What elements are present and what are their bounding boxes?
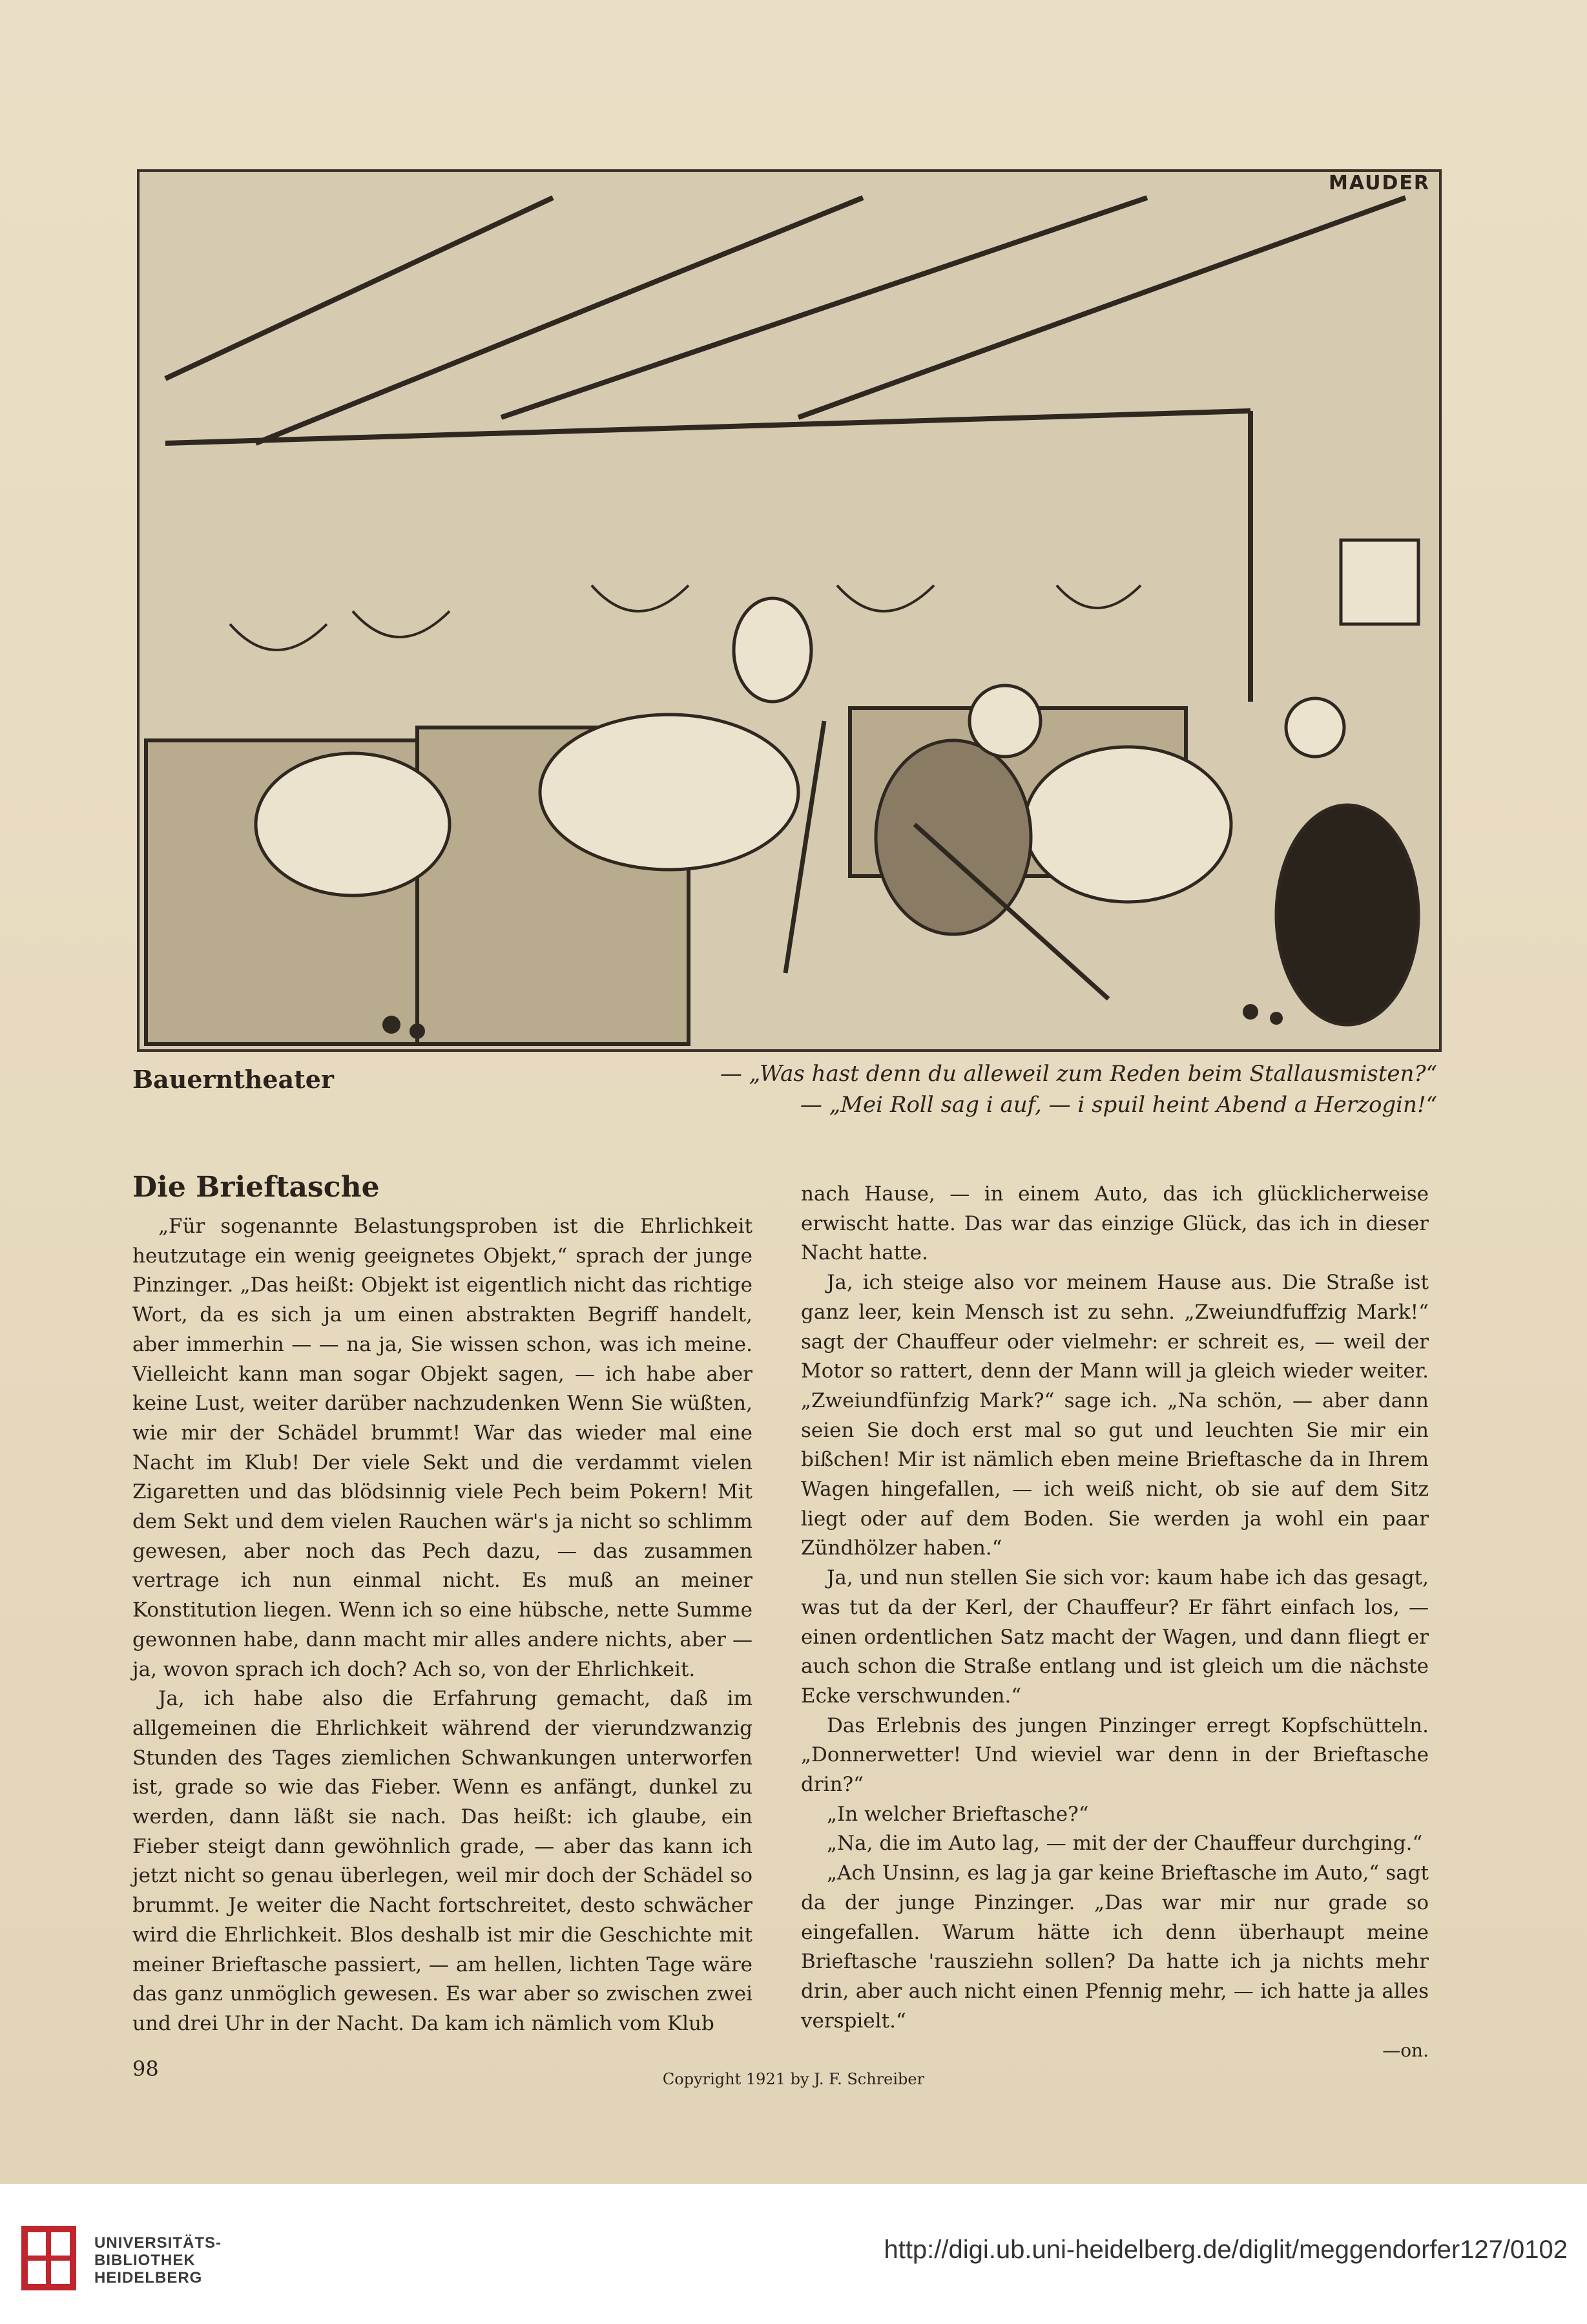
paragraph: „Ach Unsinn, es lag ja gar keine Brieftasche im Auto,“ sagt da der junge Pinzinger. „Das war mir nur grade so eingefallen. Warum hätte ich denn überhaupt meine Brieftasche 'rausziehn sollen? Da hatte ich ja nichts mehr drin, aber auch nicht einen Pfennig mehr, — ich hatte ja alles verspielt.“ xyxy=(801,1861,1429,2033)
paragraph-continued: nach Hause, — in einem Auto, das ich glücklicherweise erwischt hatte. Das war das einzige Glück, das ich in dieser Nacht hatte. xyxy=(801,1182,1429,1265)
story-column-right xyxy=(801,1180,1429,2066)
cartoon-illustration xyxy=(137,169,1442,1052)
stable-drawing xyxy=(140,172,1439,1049)
story-column-left xyxy=(132,1212,752,2039)
cartoon-caption-line-1: — „Was hast denn du alleweil zum Reden beim Stallausmisten?“ xyxy=(720,1061,1437,1087)
library-name-line-3: HEIDELBERG xyxy=(94,2269,203,2287)
artist-signature: MAUDER xyxy=(1328,172,1430,194)
paragraph: „Na, die im Auto lag, — mit der der Chauffeur durchging.“ xyxy=(827,1832,1423,1856)
paragraph: „In welcher Brieftasche?“ xyxy=(827,1802,1089,1826)
university-library-logo-icon xyxy=(18,2223,79,2294)
copyright-line: Copyright 1921 by J. F. Schreiber xyxy=(662,2070,925,2088)
paragraph: „Für sogenannte Belastungsproben ist die Ehrlichkeit heutzutage ein wenig geeignetes Objekt,“ sprach der junge Pinzinger. „Das heißt: Objekt ist eigentlich nicht das richtige Wort, da es sich ja um einen abstrakten Begriff handelt, aber immerhin — — na ja, Sie wissen schon, was ich meine. Vielleicht kann man sogar Objekt sagen, — ich habe aber keine Lust, weiter darüber nachzudenken Wenn Sie wüßten, wie mir der Schädel brummt! War das wieder mal eine Nacht im Klub! Der viele Sekt und die verdammt vielen Zigaretten und das blödsinnig viele Pech beim Pokern! Mit dem Sekt und dem vielen Rauchen wär's ja nicht so schlimm gewesen, aber noch das Pech dazu, — das zusammen vertrage ich nun einmal nicht. Es muß an meiner Konstitution liegen. Wenn ich so eine hübsche, nette Summe gewonnen habe, dann macht mir alles andere nichts, aber — ja, wovon sprach ich doch? Ach so, von der Ehrlichkeit. xyxy=(132,1215,752,1681)
cartoon-title: Bauerntheater xyxy=(132,1065,334,1094)
library-name-line-1: UNIVERSITÄTS- xyxy=(94,2234,222,2252)
library-footer xyxy=(0,2184,1587,2324)
paragraph: Ja, und nun stellen Sie sich vor: kaum habe ich das gesagt, was tut da der Kerl, der Chauffeur? Er fährt einfach los, — einen ordentlichen Satz macht der Wagen, und dann fliegt er auch schon die Straße entlang und ist gleich um die nächste Ecke verschwunden.“ xyxy=(801,1566,1429,1708)
page-number: 98 xyxy=(132,2057,159,2081)
story-title: Die Brieftasche xyxy=(132,1171,380,1204)
cartoon-caption-line-2: — „Mei Roll sag i auf, — i spuil heint Abend a Herzogin!“ xyxy=(800,1092,1437,1118)
paragraph: Ja, ich habe also die Erfahrung gemacht, daß im allgemeinen die Ehrlichkeit während der vierundzwanzig Stunden des Tages ziemlichen Schwankungen unterworfen ist, grade so wie das Fieber. Wenn es anfängt, dunkel zu werden, dann läßt sie nach. Das heißt: ich glaube, ein Fieber steigt dann gewöhnlich grade, — aber das kann ich jetzt nicht so genau überlegen, weil mir doch der Schädel so brummt. Je weiter die Nacht fortschreitet, desto schwächer wird die Ehrlichkeit. Blos deshalb ist mir die Geschichte mit meiner Brieftasche passiert, — am hellen, lichten Tage wäre das ganz unmöglich gewesen. Es war aber so zwischen zwei und drei Uhr in der Nacht. Da kam ich nämlich vom Klub xyxy=(132,1687,752,2035)
source-url-link[interactable]: http://digi.ub.uni-heidelberg.de/diglit/meggendorfer127/0102 xyxy=(884,2235,1568,2264)
library-name xyxy=(94,2234,222,2287)
paragraph: Das Erlebnis des jungen Pinzinger erregt Kopfschütteln. „Donnerwetter! Und wieviel war denn in der Brieftasche drin?“ xyxy=(801,1713,1429,1797)
author-mark: —on. xyxy=(1382,2040,1429,2062)
paragraph: Ja, ich steige also vor meinem Hause aus. Die Straße ist ganz leer, kein Mensch ist zu sehn. „Zweiundfuffzig Mark!“ sagt der Chauffeur oder vielmehr: er schreit es, — weil der Motor so rattert, denn der Mann will ja gleich wieder weiter. „Zweiundfünfzig Mark?“ sage ich. „Na schön, — aber dann seien Sie doch erst mal so gut und leuchten Sie mir ein bißchen! Mir ist nämlich eben meine Brieftasche da in Ihrem Wagen hingefallen, — ich weiß nicht, ob sie auf dem Sitz liegt oder auf dem Boden. Sie werden ja wohl ein paar Zündhölzer haben.“ xyxy=(801,1271,1429,1560)
library-name-line-2: BIBLIOTHEK xyxy=(94,2252,196,2269)
